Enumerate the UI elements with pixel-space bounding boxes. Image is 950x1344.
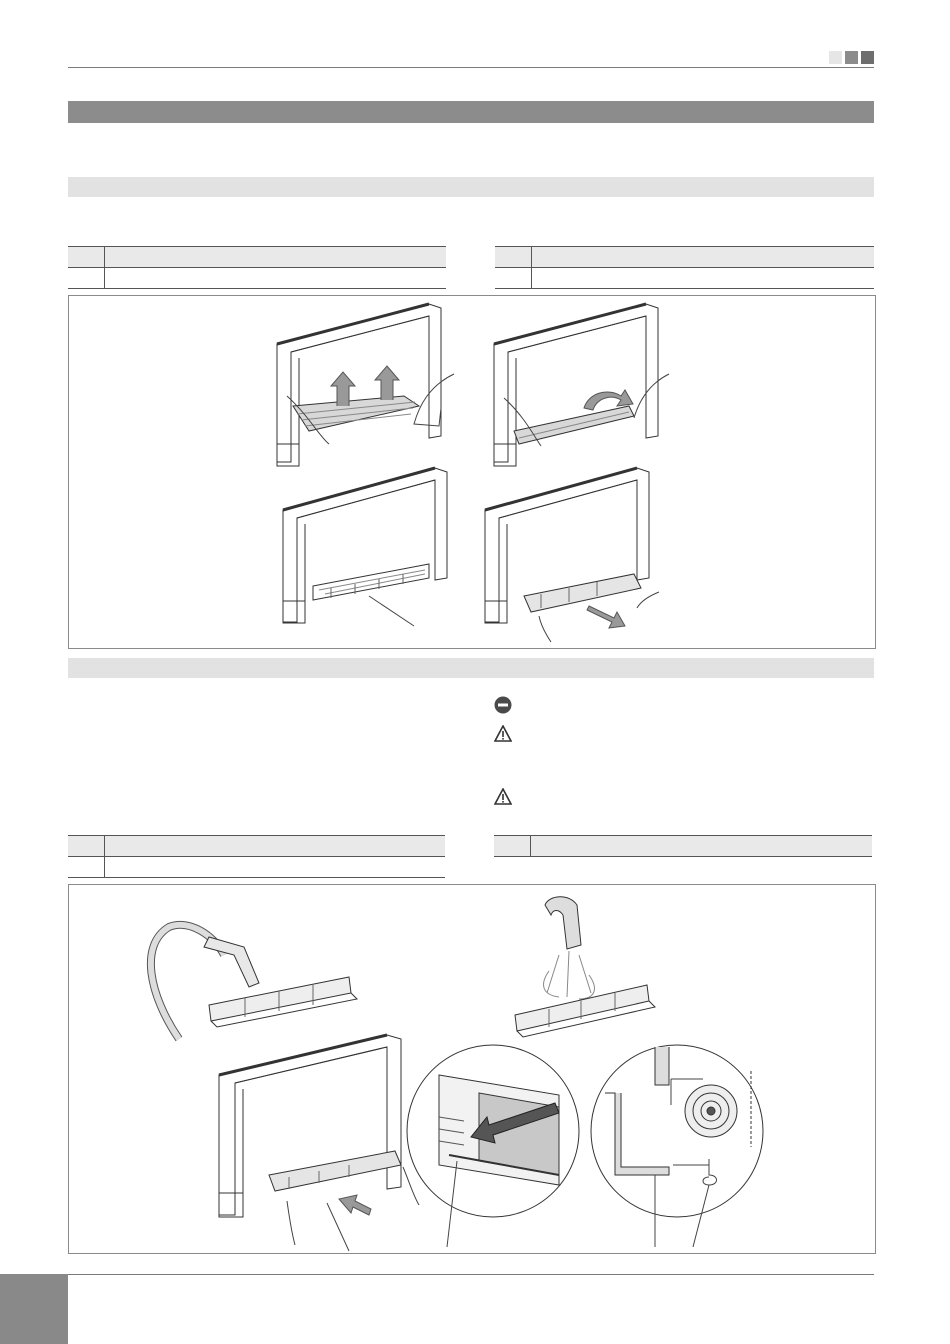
table-key-cell [68,268,105,288]
cleaning-table-right [494,835,872,857]
filter-panel-vacuum-drawing [209,977,357,1027]
table-row [494,836,872,857]
filter-removal-illustration [69,296,875,648]
parts-table-left [68,246,446,289]
subsection-heading-band-filter-cleaning [68,658,874,678]
subsection-heading-band-filter-removal [68,177,874,197]
page-marker-square-3 [861,51,874,64]
table-row [68,268,446,289]
push-in-arrow-icon [339,1195,371,1215]
section-heading-band [68,101,874,123]
cleaning-table-left [68,835,445,878]
table-row [68,857,445,878]
callout-line [447,1161,457,1247]
water-tap-drawing [544,897,595,999]
unit-rotate-grille-drawing [494,304,669,466]
table-key-cell [494,836,531,856]
page-marker-square-1 [829,51,842,64]
unit-exposed-filter-drawing [283,468,447,626]
page-tab [0,1274,68,1344]
table-key-cell [495,268,532,288]
table-key-cell [68,857,105,877]
table-row [495,268,874,289]
filter-panel-washing-drawing [515,985,655,1037]
warning-triangle-icon [494,725,512,742]
table-key-cell [68,836,105,856]
unit-pull-filter-drawing [485,468,659,642]
detail-filter-latch-drawing [591,1045,763,1217]
parts-table-right [495,246,874,289]
unit-lift-grille-drawing [277,304,454,466]
callout-line [693,1185,709,1247]
filter-cleaning-illustration [69,885,875,1253]
no-entry-icon [494,696,512,714]
pull-out-arrow-icon [587,606,625,628]
figure-filter-removal [68,295,876,649]
unit-reinsert-filter-drawing [219,1035,419,1251]
header-rule [68,67,874,68]
figure-filter-cleaning [68,884,876,1254]
page-marker-square-2 [845,51,858,64]
table-row [68,247,446,268]
table-key-cell [495,247,532,267]
table-key-cell [68,247,105,267]
table-row [495,247,874,268]
warning-triangle-icon [494,788,512,805]
footer-rule [68,1274,874,1275]
table-row [68,836,445,857]
